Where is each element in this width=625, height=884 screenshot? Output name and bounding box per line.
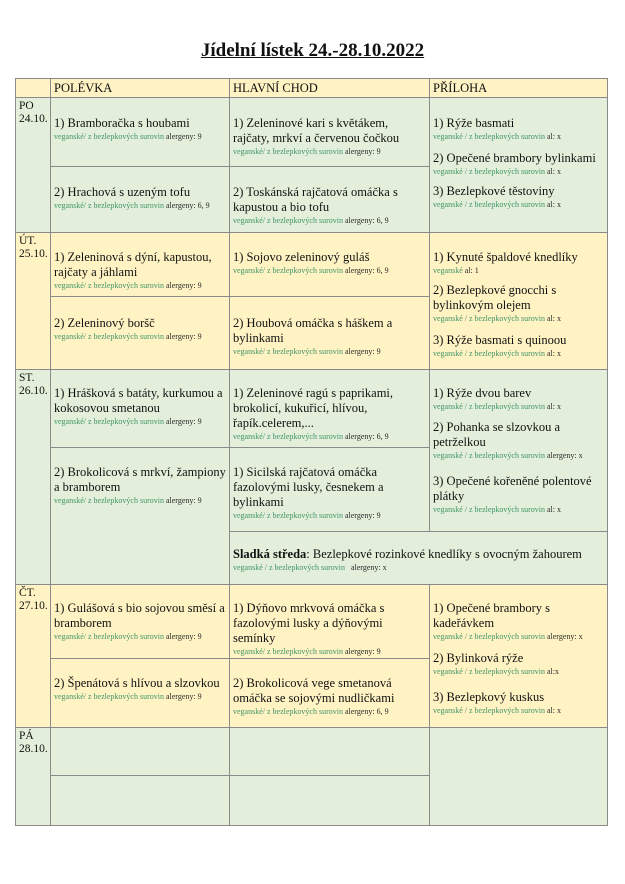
menu-item: 2) Pohanka se slzovkou a petrželkou veganské / z bezlepkových surovin alergeny: x: [433, 420, 583, 460]
menu-item: 1) Rýže basmati veganské / z bezlepkových surovin al: x: [433, 116, 561, 141]
header-main: HLAVNÍ CHOD: [229, 78, 430, 98]
ut-main-cell: [229, 232, 430, 297]
menu-item: 2) Opečené brambory bylinkami veganské / z bezlepkových surovin al: x: [433, 151, 596, 176]
menu-item-sweet: Sladká středa: Bezlepkové rozinkové knedlíky s ovocným žahourem veganské / z bezlepkových surovin alergeny: x: [233, 547, 582, 572]
ct-soup-cell: [50, 584, 230, 659]
header-soup: POLÉVKA: [50, 78, 230, 98]
day-ct: [15, 584, 51, 728]
header-side: PŘÍLOHA: [429, 78, 608, 98]
menu-item: 2) Bylinková rýže veganské / z bezlepkových surovin al:x: [433, 651, 559, 676]
st-soup-cell-2: [50, 447, 230, 585]
menu-item: 3) Bezlepkový kuskus veganské / z bezlepkových surovin al: x: [433, 690, 561, 715]
st-side-cell: [429, 369, 608, 532]
menu-item: 2) Brokolicová vege smetanová omáčka se sojovými nudličkami veganské/ z bezlepkových surovin alergeny: 6, 9: [233, 676, 395, 716]
po-soup-cell-2: [50, 166, 230, 233]
day-po: [15, 97, 51, 233]
menu-item: 3) Opečené kořeněné polentové plátky veganské / z bezlepkových surovin al: x: [433, 474, 592, 514]
menu-item: 1) Kynuté špaldové knedlíky veganské al: 1: [433, 250, 578, 275]
st-soup-cell: [50, 369, 230, 448]
pa-side-cell: [429, 727, 608, 826]
ut-side-cell: [429, 232, 608, 370]
po-main-cell-2: [229, 166, 430, 233]
st-main-cell: [229, 369, 430, 448]
day-name: PÁ: [19, 730, 34, 742]
menu-item: 1) Opečené brambory s kadeřávkem veganské / z bezlepkových surovin alergeny: x: [433, 601, 583, 641]
day-date: 26.10.: [19, 385, 48, 397]
menu-item: 1) Zeleninové ragú s paprikami, brokolicí, kukuřicí, hlívou, řapík.celerem,... veganské/ z bezlepkových surovin alergeny: 6, 9: [233, 386, 394, 441]
pa-main-cell: [229, 727, 430, 776]
menu-item: 1) Zeleninová s dýní, kapustou, rajčaty a jáhlami veganské/ z bezlepkových surovin alergeny: 9: [54, 250, 212, 290]
pa-soup-cell-2: [50, 775, 230, 826]
ut-soup-cell-2: [50, 296, 230, 370]
menu-item: 2) Toskánská rajčatová omáčka s kapustou a bio tofu veganské/ z bezlepkových surovin alergeny: 6, 9: [233, 185, 398, 225]
ut-main-cell-2: [229, 296, 430, 370]
ct-main-cell-2: [229, 658, 430, 728]
day-name: ÚT.: [19, 235, 37, 247]
header-corner: [15, 78, 51, 98]
day-name: ČT.: [19, 587, 36, 599]
menu-item: 2) Houbová omáčka s háškem a bylinkami veganské/ z bezlepkových surovin alergeny: 9: [233, 316, 393, 356]
pa-main-cell-2: [229, 775, 430, 826]
menu-item: 3) Bezlepkové těstoviny veganské / z bezlepkových surovin al: x: [433, 184, 561, 209]
ct-soup-cell-2: [50, 658, 230, 728]
ct-main-cell: [229, 584, 430, 659]
day-date: 27.10.: [19, 600, 48, 612]
day-date: 24.10.: [19, 113, 48, 125]
menu-item: 2) Hrachová s uzeným tofu veganské/ z bezlepkových surovin alergeny: 6, 9: [54, 185, 210, 210]
page-title: Jídelní lístek 24.-28.10.2022: [200, 40, 425, 61]
ut-soup-cell: [50, 232, 230, 297]
sweet-label: Sladká středa: [233, 547, 307, 561]
day-st: [15, 369, 51, 585]
menu-item: 2) Špenátová s hlívou a slzovkou veganské/ z bezlepkových surovin alergeny: 9: [54, 676, 220, 701]
menu-item: 3) Rýže basmati s quinoou veganské / z bezlepkových surovin al: x: [433, 333, 567, 358]
po-main-cell: [229, 97, 430, 167]
po-soup-cell: [50, 97, 230, 167]
menu-item: 1) Rýže dvou barev veganské / z bezlepkových surovin al: x: [433, 386, 561, 411]
day-date: 28.10.: [19, 743, 48, 755]
menu-item: 1) Bramboračka s houbami veganské/ z bezlepkových surovin alergeny: 9: [54, 116, 202, 141]
menu-item: 1) Hrášková s batáty, kurkumou a kokosovou smetanou veganské/ z bezlepkových surovin alergeny: 9: [54, 386, 223, 426]
menu-item: 2) Bezlepkové gnocchi s bylinkovým olejem veganské / z bezlepkových surovin al: x: [433, 283, 561, 323]
menu-table: [15, 78, 608, 826]
menu-item: 1) Gulášová s bio sojovou směsí a bramborem veganské/ z bezlepkových surovin alergeny: 9: [54, 601, 225, 641]
menu-item: 1) Zeleninové kari s květákem, rajčaty, mrkví a červenou čočkou veganské/ z bezlepkových surovin alergeny: 9: [233, 116, 400, 156]
st-main-cell-2: [229, 447, 430, 532]
day-name: ST.: [19, 372, 35, 384]
po-side-cell: [429, 97, 608, 233]
menu-item: 2) Brokolicová s mrkví, žampiony a bramborem veganské/ z bezlepkových surovin alergeny: 9: [54, 465, 226, 505]
menu-item: 1) Dýňovo mrkvová omáčka s fazolovými lusky a dýňovými semínky veganské/ z bezlepkových surovin alergeny: 9: [233, 601, 385, 656]
menu-item: 1) Sojovo zeleninový guláš veganské/ z bezlepkových surovin alergeny: 6, 9: [233, 250, 389, 275]
day-date: 25.10.: [19, 248, 48, 260]
day-name: PO: [19, 100, 34, 112]
ct-side-cell: [429, 584, 608, 728]
menu-item: 2) Zeleninový boršč veganské/ z bezlepkových surovin alergeny: 9: [54, 316, 202, 341]
day-ut: [15, 232, 51, 370]
menu-item: 1) Sicilská rajčatová omáčka fazolovými lusky, česnekem a bylinkami veganské/ z bezlepkových surovin alergeny: 9: [233, 465, 384, 520]
st-sweet-cell: [229, 531, 608, 585]
day-pa: [15, 727, 51, 826]
pa-soup-cell: [50, 727, 230, 776]
